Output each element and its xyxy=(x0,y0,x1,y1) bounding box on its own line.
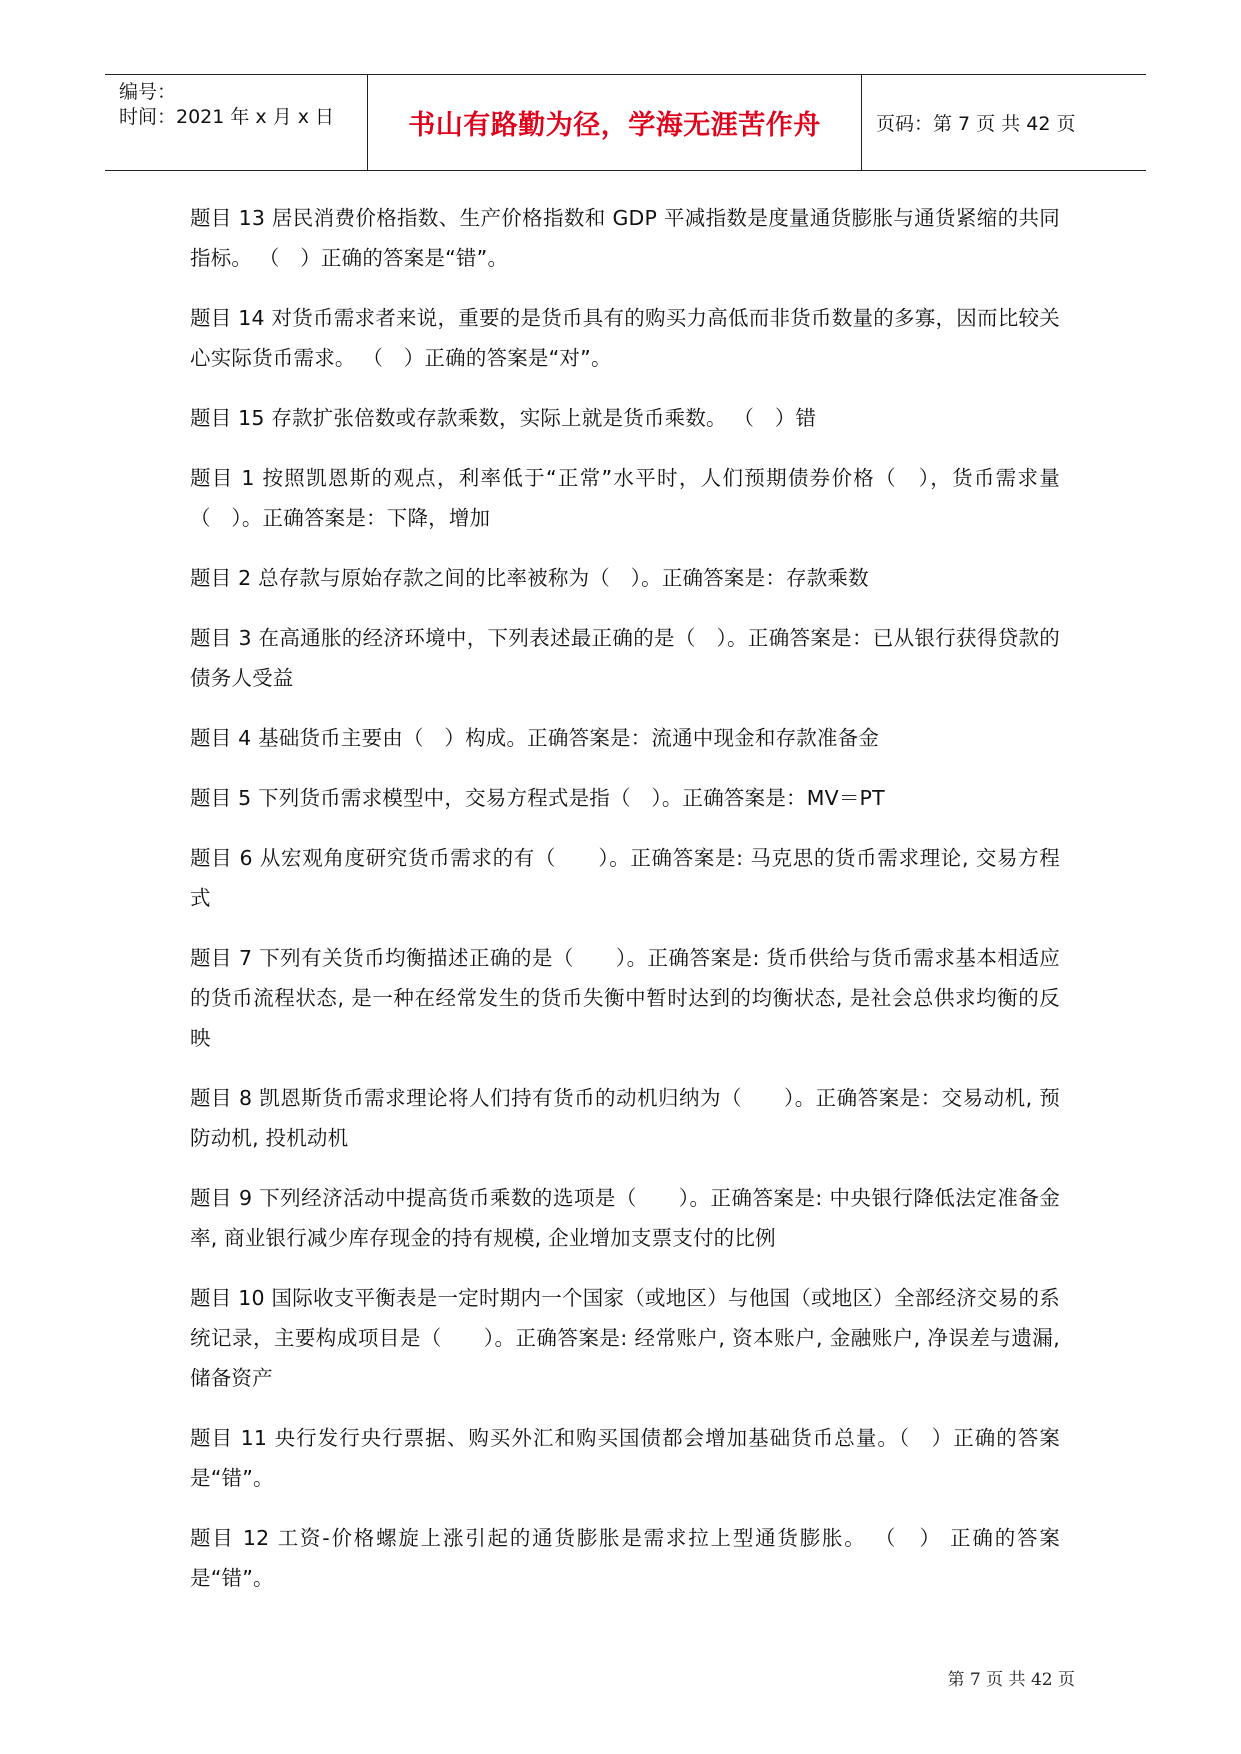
page-footer: 第 7 页 共 42 页 xyxy=(947,1670,1075,1690)
document-number-label: 编号： xyxy=(119,81,177,103)
document-time-label: 时间：2021 年 x 月 x 日 xyxy=(119,106,335,128)
question-item: 题目 7 下列有关货币均衡描述正确的是（ ）。正确答案是: 货币供给与货币需求基本相适应的货币流程状态, 是一种在经常发生的货币失衡中暂时达到的均衡状态, 是社会总供求均衡的反映 xyxy=(190,946,1060,1050)
question-item: 题目 9 下列经济活动中提高货币乘数的选项是（ ）。正确答案是: 中央银行降低法定准备金率, 商业银行减少库存现金的持有规模, 企业增加支票支付的比例 xyxy=(190,1186,1060,1250)
question-list xyxy=(190,198,1060,1618)
question-item: 题目 2 总存款与原始存款之间的比率被称为（ ）。正确答案是：存款乘数 xyxy=(190,566,869,590)
question-item: 题目 12 工资-价格螺旋上涨引起的通货膨胀是需求拉上型通货膨胀。 （ ） 正确的答案是“错”。 xyxy=(190,1526,1060,1590)
question-item: 题目 10 国际收支平衡表是一定时期内一个国家（或地区）与他国（或地区）全部经济交易的系统记录，主要构成项目是（ ）。正确答案是: 经常账户, 资本账户, 金融账户, 净误差与遗漏, 储备资产 xyxy=(190,1286,1060,1390)
question-item: 题目 14 对货币需求者来说，重要的是货币具有的购买力高低而非货币数量的多寡，因而比较关心实际货币需求。 （ ）正确的答案是“对”。 xyxy=(190,306,1060,370)
question-item: 题目 6 从宏观角度研究货币需求的有（ ）。正确答案是: 马克思的货币需求理论, 交易方程式 xyxy=(190,846,1060,910)
question-item: 题目 11 央行发行央行票据、购买外汇和购买国债都会增加基础货币总量。（ ）正确的答案是“错”。 xyxy=(190,1426,1060,1490)
question-item: 题目 5 下列货币需求模型中，交易方程式是指（ ）。正确答案是：MV＝PT xyxy=(190,786,885,810)
page-header xyxy=(105,74,1146,171)
question-item: 题目 3 在高通胀的经济环境中，下列表述最正确的是（ ）。正确答案是：已从银行获得贷款的债务人受益 xyxy=(190,626,1060,690)
header-meta-cell xyxy=(105,75,368,170)
question-item: 题目 15 存款扩张倍数或存款乘数，实际上就是货币乘数。 （ ）错 xyxy=(190,406,817,430)
question-item: 题目 13 居民消费价格指数、生产价格指数和 GDP 平减指数是度量通货膨胀与通货紧缩的共同指标。 （ ）正确的答案是“错”。 xyxy=(190,206,1060,270)
header-motto-cell xyxy=(368,75,862,170)
header-motto: 书山有路勤为径，学海无涯苦作舟 xyxy=(408,110,821,141)
question-item: 题目 1 按照凯恩斯的观点，利率低于“正常”水平时，人们预期债券价格（ ），货币需求量（ ）。正确答案是：下降，增加 xyxy=(190,466,1060,530)
question-item: 题目 8 凯恩斯货币需求理论将人们持有货币的动机归纳为（ ）。正确答案是：交易动机, 预防动机, 投机动机 xyxy=(190,1086,1060,1150)
header-page-info: 页码：第 7 页 共 42 页 xyxy=(876,113,1076,135)
header-page-cell xyxy=(862,75,1146,170)
question-item: 题目 4 基础货币主要由（ ）构成。正确答案是：流通中现金和存款准备金 xyxy=(190,726,880,750)
